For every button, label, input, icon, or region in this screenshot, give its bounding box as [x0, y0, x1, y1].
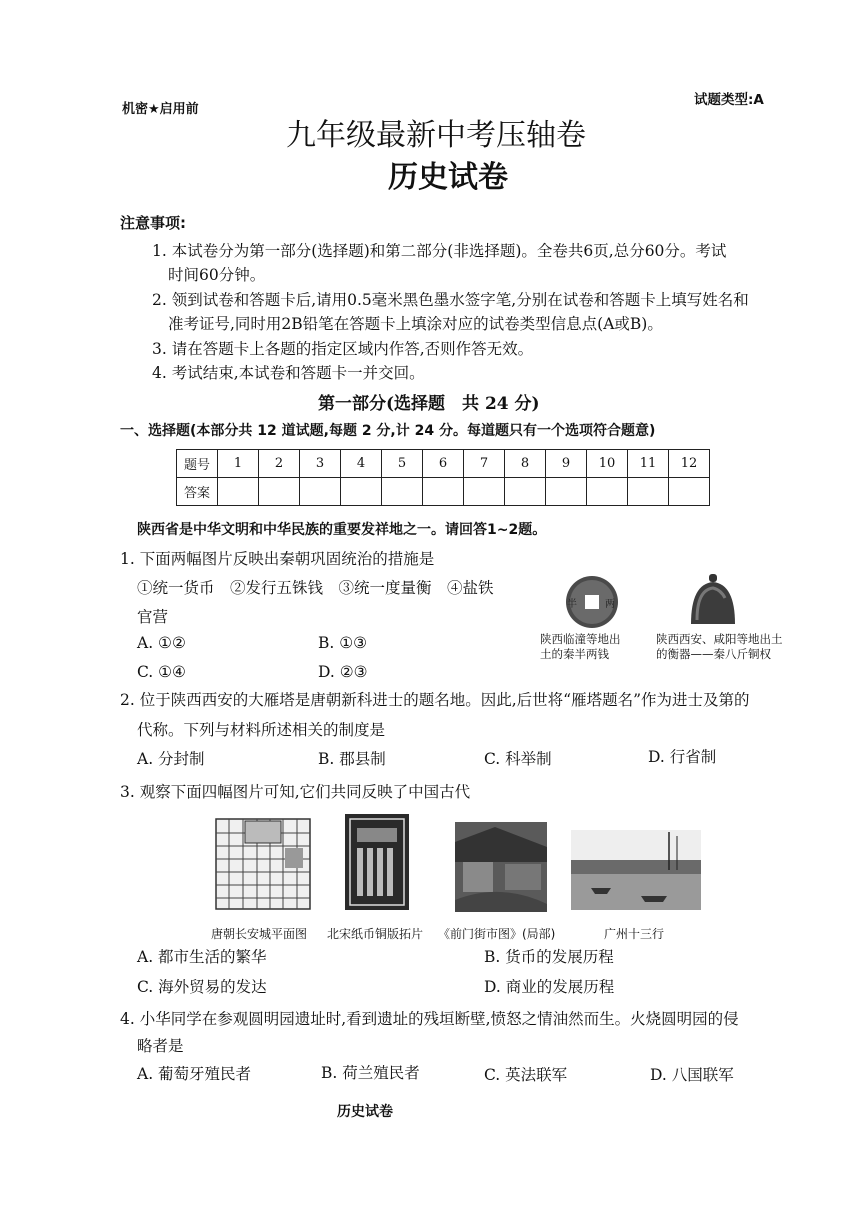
answer-cell[interactable] — [505, 478, 546, 506]
notes-item-2-cont: 准考证号,同时用2B铅笔在答题卡上填涂对应的试卷类型信息点(A或B)。 — [168, 315, 663, 333]
weight-caption — [656, 632, 783, 662]
answer-cell[interactable] — [300, 478, 341, 506]
question-number: 12 — [669, 450, 710, 478]
q3-option-b: B. 货币的发展历程 — [484, 948, 614, 966]
paper-type-label: 试题类型:A — [694, 92, 764, 108]
answer-cell[interactable] — [587, 478, 628, 506]
notes-item-2: 2. 领到试卷和答题卡后,请用0.5毫米黑色墨水签字笔,分别在试卷和答题卡上填写姓名和 — [152, 291, 749, 309]
answer-cell[interactable] — [628, 478, 669, 506]
coin-caption-line: 陕西临潼等地出 — [540, 632, 621, 646]
q1-items: ①统一货币 ②发行五铢钱 ③统一度量衡 ④盐铁 — [137, 579, 494, 597]
thirteen-hongs-image — [571, 830, 701, 910]
question-number: 8 — [505, 450, 546, 478]
q3-caption-3: 《前门街市图》(局部) — [438, 927, 556, 941]
q2-option-d: D. 行省制 — [648, 748, 717, 766]
question-number: 2 — [259, 450, 300, 478]
changan-map-image — [215, 818, 311, 910]
table-row-label: 题号 — [177, 450, 218, 478]
notes-heading: 注意事项: — [120, 214, 186, 232]
q2-stem-cont: 代称。下列与材料所述相关的制度是 — [137, 721, 386, 739]
part1-title: 第一部分(选择题 共 24 分) — [318, 394, 540, 414]
page-subtitle: 历史试卷 — [388, 160, 508, 195]
question-number: 9 — [546, 450, 587, 478]
q1-stem: 1. 下面两幅图片反映出秦朝巩固统治的措施是 — [120, 550, 435, 568]
q2-option-a: A. 分封制 — [137, 750, 205, 768]
banknote-plate-image — [345, 814, 409, 910]
question-number: 11 — [628, 450, 669, 478]
weight-caption-line: 的衡器——秦八斤铜权 — [656, 647, 771, 661]
q3-caption-1: 唐朝长安城平面图 — [211, 927, 308, 941]
weight-caption-line: 陕西西安、咸阳等地出土 — [656, 632, 783, 646]
answer-cell[interactable] — [341, 478, 382, 506]
table-row-label: 答案 — [177, 478, 218, 506]
q3-stem: 3. 观察下面四幅图片可知,它们共同反映了中国古代 — [120, 783, 471, 801]
q3-option-a: A. 都市生活的繁华 — [137, 948, 267, 966]
q4-option-a: A. 葡萄牙殖民者 — [137, 1065, 252, 1083]
q4-option-c: C. 英法联军 — [484, 1066, 568, 1084]
confidential-label: 机密★启用前 — [122, 102, 199, 117]
question-number: 4 — [341, 450, 382, 478]
q1-option-d: D. ②③ — [318, 663, 368, 681]
q2-stem: 2. 位于陕西西安的大雁塔是唐朝新科进士的题名地。因此,后世将“雁塔题名”作为进士及第的 — [120, 691, 750, 709]
answer-cell[interactable] — [218, 478, 259, 506]
section-instruction: 一、选择题(本部分共 12 道试题,每题 2 分,计 24 分。每道题只有一个选项符合题意) — [120, 423, 656, 439]
q3-caption-4: 广州十三行 — [604, 927, 665, 941]
question-number: 5 — [382, 450, 423, 478]
answer-table — [176, 449, 710, 506]
q4-option-d: D. 八国联军 — [650, 1066, 734, 1084]
coin-caption — [540, 632, 621, 662]
bronze-weight-image — [683, 572, 743, 630]
coin-caption-line: 土的秦半两钱 — [540, 647, 609, 661]
answer-cell[interactable] — [546, 478, 587, 506]
q1-option-c: C. ①④ — [137, 663, 186, 681]
q2-option-c: C. 科举制 — [484, 750, 552, 768]
page-title: 九年级最新中考压轴卷 — [286, 118, 586, 153]
q4-stem-cont: 略者是 — [137, 1037, 184, 1055]
notes-item-1-cont: 时间60分钟。 — [168, 266, 266, 284]
answer-cell[interactable] — [669, 478, 710, 506]
q1-option-a: A. ①② — [137, 634, 186, 652]
page-footer: 历史试卷 — [337, 1104, 393, 1120]
intro-text: 陕西省是中华文明和中华民族的重要发祥地之一。请回答1~2题。 — [137, 522, 547, 538]
coin-image — [560, 574, 624, 630]
notes-item-3: 3. 请在答题卡上各题的指定区域内作答,否则作答无效。 — [152, 340, 534, 358]
answer-cell[interactable] — [464, 478, 505, 506]
q3-option-d: D. 商业的发展历程 — [484, 978, 615, 996]
answer-cell[interactable] — [423, 478, 464, 506]
answer-table-number-row — [177, 450, 710, 478]
question-number: 7 — [464, 450, 505, 478]
q2-option-b: B. 郡县制 — [318, 750, 386, 768]
q3-option-c: C. 海外贸易的发达 — [137, 978, 267, 996]
q4-stem: 4. 小华同学在参观圆明园遗址时,看到遗址的残垣断壁,愤怒之情油然而生。火烧圆明园的侵 — [120, 1010, 739, 1028]
answer-cell[interactable] — [382, 478, 423, 506]
notes-item-1: 1. 本试卷分为第一部分(选择题)和第二部分(非选择题)。全卷共6页,总分60分。考试 — [152, 242, 727, 260]
qianmen-street-image — [455, 822, 547, 912]
answer-table-answer-row — [177, 478, 710, 506]
svg-text:半: 半 — [567, 599, 577, 610]
question-number: 3 — [300, 450, 341, 478]
notes-item-4: 4. 考试结束,本试卷和答题卡一并交回。 — [152, 364, 425, 382]
answer-cell[interactable] — [259, 478, 300, 506]
q4-option-b: B. 荷兰殖民者 — [321, 1064, 420, 1082]
q3-caption-2: 北宋纸币铜版拓片 — [327, 927, 424, 941]
q1-option-b: B. ①③ — [318, 634, 368, 652]
question-number: 6 — [423, 450, 464, 478]
q1-items-cont: 官营 — [137, 608, 169, 626]
question-number: 10 — [587, 450, 628, 478]
question-number: 1 — [218, 450, 259, 478]
svg-text:两: 两 — [605, 599, 615, 610]
